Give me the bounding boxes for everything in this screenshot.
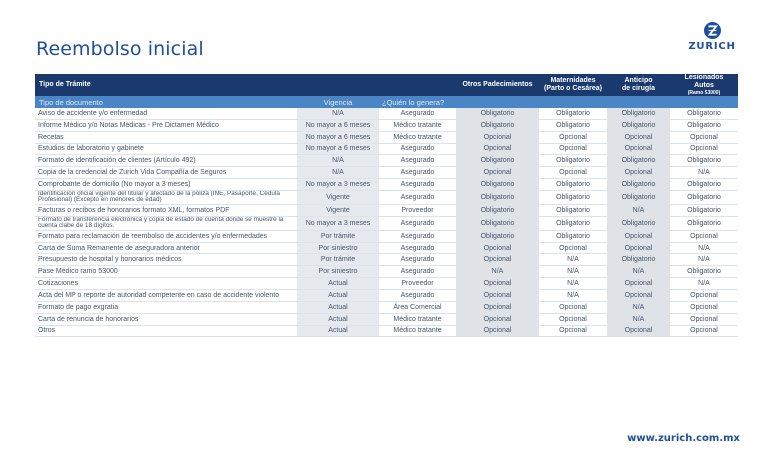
cell-maternidades: Opcional: [539, 143, 607, 155]
zurich-logo-icon: [704, 22, 721, 39]
cell-otros-padecimientos: Obligatorio: [456, 230, 539, 242]
brand-name: ZURICH: [688, 41, 736, 52]
cell-anticipo: Opcional: [607, 131, 670, 143]
cell-documento: Identificación oficial vigente del titular y afectado de la póliza (INE, Pasaporte, Cédula Profesional) (Excepto en menores de edad): [35, 190, 297, 204]
header-lesionados-line2: Autos: [694, 82, 714, 89]
cell-vigencia: N/A: [297, 108, 379, 119]
header-lesionados-line1: Lesionados: [684, 74, 724, 81]
header-otros: [456, 74, 539, 96]
cell-lesionados: Opcional: [670, 143, 738, 155]
table-row: [35, 119, 738, 131]
cell-documento: Formato para reclamación de reembolso de accidentes y/o enfermedades: [35, 230, 297, 242]
cell-vigencia: Actual: [297, 301, 379, 313]
cell-documento: Acta del MP o reporte de autoridad competente en caso de accidente violento: [35, 289, 297, 301]
cell-lesionados: Opcional: [670, 230, 738, 242]
cell-vigencia: Actual: [297, 325, 379, 337]
cell-lesionados: Opcional: [670, 289, 738, 301]
cell-documento: Facturas o recibos de honorarios formato XML, formatos PDF: [35, 204, 297, 216]
cell-documento: Estudios de laboratorio y gabinete: [35, 143, 297, 155]
cell-anticipo: Obligatorio: [607, 108, 670, 119]
cell-lesionados: Opcional: [670, 325, 738, 337]
cell-documento: Formato de transferencia electrónica y copia de estado de cuenta donde se muestre la cuenta clabe de 18 dígitos.: [35, 216, 297, 230]
cell-maternidades: Opcional: [539, 242, 607, 254]
cell-lesionados: Obligatorio: [670, 266, 738, 278]
cell-otros-padecimientos: Opcional: [456, 254, 539, 266]
cell-otros-padecimientos: Opcional: [456, 278, 539, 290]
table-row: [35, 131, 738, 143]
table-subheader: [35, 96, 738, 108]
cell-vigencia: No mayor a 6 meses: [297, 143, 379, 155]
cell-quien: Área Comercial: [379, 301, 456, 313]
table-row: [35, 266, 738, 278]
header-blank-vigencia: [297, 74, 379, 96]
cell-otros-padecimientos: Obligatorio: [456, 190, 539, 204]
cell-lesionados: Obligatorio: [670, 155, 738, 167]
cell-quien: Asegurado: [379, 155, 456, 167]
cell-documento: Presupuesto de hospital y honorarios médicos: [35, 254, 297, 266]
table-row: [35, 143, 738, 155]
cell-maternidades: Obligatorio: [539, 204, 607, 216]
cell-otros-padecimientos: Opcional: [456, 242, 539, 254]
cell-maternidades: Obligatorio: [539, 190, 607, 204]
header-lesionados: [670, 74, 738, 96]
header-tramite: Tipo de Trámite: [35, 74, 297, 96]
cell-otros-padecimientos: Obligatorio: [456, 155, 539, 167]
table-row: [35, 167, 738, 179]
cell-vigencia: No mayor a 6 meses: [297, 119, 379, 131]
cell-vigencia: N/A: [297, 155, 379, 167]
cell-otros-padecimientos: Opcional: [456, 325, 539, 337]
table-row: [35, 278, 738, 290]
cell-otros-padecimientos: Obligatorio: [456, 179, 539, 191]
table-row: [35, 313, 738, 325]
page-title: Reembolso inicial: [36, 38, 204, 60]
cell-quien: Proveedor: [379, 204, 456, 216]
cell-quien: Asegurado: [379, 108, 456, 119]
cell-vigencia: Vigente: [297, 190, 379, 204]
cell-otros-padecimientos: Obligatorio: [456, 119, 539, 131]
header-lesionados-line3: (Ramo 53000): [687, 90, 721, 96]
cell-otros-padecimientos: Obligatorio: [456, 108, 539, 119]
header-maternidades-line1: Maternidades: [550, 77, 596, 84]
cell-otros-padecimientos: Opcional: [456, 289, 539, 301]
table-row: [35, 325, 738, 337]
cell-lesionados: N/A: [670, 254, 738, 266]
table-row: [35, 108, 738, 119]
table-row: [35, 179, 738, 191]
cell-documento: Aviso de accidente y/o enfermedad: [35, 108, 297, 119]
cell-maternidades: Opcional: [539, 325, 607, 337]
cell-quien: Médico tratante: [379, 119, 456, 131]
table-row: [35, 230, 738, 242]
cell-vigencia: No mayor a 3 meses: [297, 179, 379, 191]
cell-anticipo: Opcional: [607, 167, 670, 179]
table-row: [35, 242, 738, 254]
cell-lesionados: N/A: [670, 242, 738, 254]
cell-quien: Asegurado: [379, 266, 456, 278]
cell-otros-padecimientos: Obligatorio: [456, 204, 539, 216]
cell-maternidades: N/A: [539, 266, 607, 278]
header-anticipo-line1: Anticipo: [624, 77, 653, 84]
cell-documento: Formato de pago exgratia: [35, 301, 297, 313]
cell-otros-padecimientos: Opcional: [456, 301, 539, 313]
cell-anticipo: Opcional: [607, 242, 670, 254]
cell-vigencia: Por siniestro: [297, 266, 379, 278]
cell-documento: Copia de la credencial de Zurich Vida Compañía de Seguros: [35, 167, 297, 179]
cell-lesionados: Obligatorio: [670, 190, 738, 204]
cell-lesionados: Obligatorio: [670, 216, 738, 230]
cell-maternidades: N/A: [539, 289, 607, 301]
cell-anticipo: Obligatorio: [607, 119, 670, 131]
table-row: [35, 254, 738, 266]
table-row: [35, 155, 738, 167]
cell-lesionados: Opcional: [670, 131, 738, 143]
cell-documento: Cotizaciones: [35, 278, 297, 290]
cell-anticipo: Obligatorio: [607, 216, 670, 230]
cell-lesionados: N/A: [670, 278, 738, 290]
cell-anticipo: Obligatorio: [607, 190, 670, 204]
cell-vigencia: N/A: [297, 167, 379, 179]
header-anticipo-line2: de cirugía: [621, 85, 656, 92]
cell-anticipo: Opcional: [607, 325, 670, 337]
cell-quien: Asegurado: [379, 179, 456, 191]
header-maternidades: [539, 74, 607, 96]
header-blank-quien: [379, 74, 456, 96]
cell-documento: Recetas: [35, 131, 297, 143]
cell-otros-padecimientos: Opcional: [456, 131, 539, 143]
cell-lesionados: Obligatorio: [670, 179, 738, 191]
brand-logo: [684, 22, 740, 52]
cell-vigencia: Por trámite: [297, 230, 379, 242]
cell-anticipo: N/A: [607, 313, 670, 325]
cell-documento: Comprobante de domicilio (No mayor a 3 meses): [35, 179, 297, 191]
cell-anticipo: Opcional: [607, 289, 670, 301]
cell-quien: Proveedor: [379, 278, 456, 290]
cell-lesionados: Opcional: [670, 313, 738, 325]
cell-maternidades: Opcional: [539, 313, 607, 325]
cell-otros-padecimientos: N/A: [456, 266, 539, 278]
subheader-vigencia: Vigencia: [297, 96, 379, 108]
header-otros-label: Otros Padecimientos: [462, 81, 533, 88]
cell-quien: Médico tratante: [379, 131, 456, 143]
cell-documento: Carta de Suma Remanente de aseguradora anterior: [35, 242, 297, 254]
cell-quien: Asegurado: [379, 242, 456, 254]
cell-anticipo: Obligatorio: [607, 179, 670, 191]
cell-lesionados: Opcional: [670, 301, 738, 313]
cell-quien: Asegurado: [379, 167, 456, 179]
table-row: [35, 216, 738, 230]
table-header: [35, 74, 738, 96]
subheader-blank-1: [456, 96, 539, 108]
subheader-blank-4: [670, 96, 738, 108]
cell-otros-padecimientos: Obligatorio: [456, 216, 539, 230]
cell-documento: Pase Médico ramo 53000: [35, 266, 297, 278]
website-url: www.zurich.com.mx: [627, 433, 740, 444]
header-maternidades-line2: (Parto o Cesárea): [544, 85, 602, 92]
cell-otros-padecimientos: Opcional: [456, 167, 539, 179]
cell-anticipo: N/A: [607, 301, 670, 313]
cell-anticipo: Opcional: [607, 143, 670, 155]
cell-vigencia: Actual: [297, 313, 379, 325]
cell-quien: Asegurado: [379, 190, 456, 204]
cell-documento: Informe Médico y/o Notas Médicas - Pre Dictamen Médico: [35, 119, 297, 131]
cell-vigencia: Actual: [297, 278, 379, 290]
cell-quien: Médico tratante: [379, 313, 456, 325]
cell-vigencia: Vigente: [297, 204, 379, 216]
cell-vigencia: Actual: [297, 289, 379, 301]
table-row: [35, 289, 738, 301]
table-row: [35, 301, 738, 313]
cell-vigencia: Por trámite: [297, 254, 379, 266]
subheader-quien: ¿Quién lo genera?: [379, 96, 456, 108]
cell-maternidades: Obligatorio: [539, 119, 607, 131]
cell-anticipo: Opcional: [607, 278, 670, 290]
cell-maternidades: Opcional: [539, 131, 607, 143]
subheader-documento: Tipo de documento: [35, 96, 297, 108]
header-anticipo: [607, 74, 670, 96]
cell-maternidades: N/A: [539, 254, 607, 266]
cell-quien: Asegurado: [379, 254, 456, 266]
cell-maternidades: Obligatorio: [539, 216, 607, 230]
cell-quien: Asegurado: [379, 143, 456, 155]
cell-maternidades: Obligatorio: [539, 155, 607, 167]
cell-quien: Médico tratante: [379, 325, 456, 337]
cell-maternidades: Obligatorio: [539, 179, 607, 191]
cell-documento: Carta de renuncia de honorarios: [35, 313, 297, 325]
cell-quien: Asegurado: [379, 216, 456, 230]
cell-maternidades: Opcional: [539, 301, 607, 313]
cell-otros-padecimientos: Opcional: [456, 143, 539, 155]
cell-lesionados: N/A: [670, 167, 738, 179]
cell-vigencia: No mayor a 3 meses: [297, 216, 379, 230]
requirements-table: [35, 74, 738, 337]
cell-maternidades: Obligatorio: [539, 230, 607, 242]
subheader-blank-2: [539, 96, 607, 108]
cell-anticipo: N/A: [607, 266, 670, 278]
cell-quien: Asegurado: [379, 230, 456, 242]
cell-anticipo: Obligatorio: [607, 155, 670, 167]
cell-vigencia: Por siniestro: [297, 242, 379, 254]
cell-quien: Asegurado: [379, 289, 456, 301]
cell-lesionados: Obligatorio: [670, 108, 738, 119]
cell-anticipo: Obligatorio: [607, 254, 670, 266]
cell-anticipo: Opcional: [607, 230, 670, 242]
cell-otros-padecimientos: Opcional: [456, 313, 539, 325]
cell-maternidades: Opcional: [539, 167, 607, 179]
subheader-blank-3: [607, 96, 670, 108]
table-row: [35, 204, 738, 216]
cell-vigencia: No mayor a 6 meses: [297, 131, 379, 143]
cell-lesionados: Obligatorio: [670, 119, 738, 131]
cell-documento: Formato de identificación de clientes (Artículo 492): [35, 155, 297, 167]
cell-maternidades: N/A: [539, 278, 607, 290]
cell-anticipo: N/A: [607, 204, 670, 216]
table-row: [35, 190, 738, 204]
cell-lesionados: Obligatorio: [670, 204, 738, 216]
cell-maternidades: Obligatorio: [539, 108, 607, 119]
cell-documento: Otros: [35, 325, 297, 337]
